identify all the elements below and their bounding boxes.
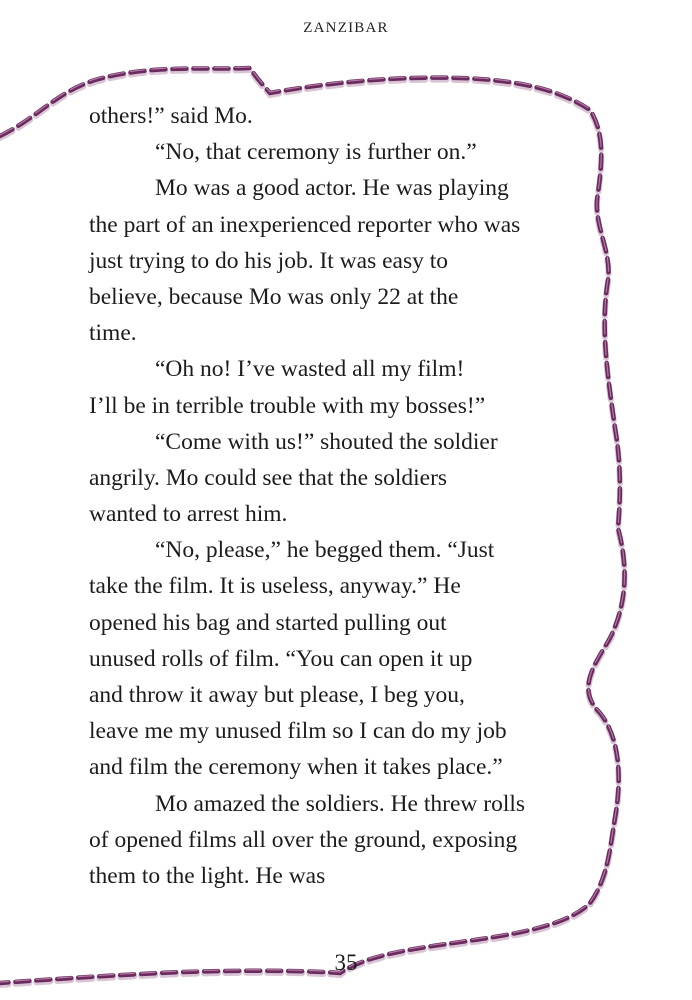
text-line: believe, because Mo was only 22 at the (89, 283, 459, 310)
text-line: them to the light. He was (89, 862, 326, 889)
text-line: “No, that ceremony is further on.” (155, 139, 477, 166)
text-line: and throw it away but please, I beg you, (89, 682, 465, 708)
text-line: of opened films all over the ground, exposing (89, 826, 518, 853)
text-line: leave me my unused film so I can do my job (89, 718, 507, 745)
text-line: opened his bag and started pulling out (89, 609, 447, 636)
body-text (89, 98, 589, 894)
text-line: the part of an inexperienced reporter who was (89, 211, 521, 238)
text-line: just trying to do his job. It was easy to (89, 247, 449, 274)
running-head: ZANZIBAR (303, 20, 389, 36)
text-line: “No, please,” he begged them. “Just (155, 537, 495, 564)
text-line: “Come with us!” shouted the soldier (155, 428, 498, 455)
text-line: time. (89, 320, 137, 347)
text-line: others!” said Mo. (89, 103, 253, 129)
text-line: Mo amazed the soldiers. He threw rolls (155, 790, 526, 817)
text-line: wanted to arrest him. (89, 501, 288, 528)
text-line: “Oh no! I’ve wasted all my film! (155, 356, 465, 383)
text-line: Mo was a good actor. He was playing (155, 175, 509, 202)
text-line: and film the ceremony when it takes place.” (89, 754, 503, 781)
text-line: angrily. Mo could see that the soldiers (89, 464, 448, 491)
page-number: 35 (334, 950, 358, 975)
text-line: unused rolls of film. “You can open it up (89, 645, 473, 672)
text-line: I’ll be in terrible trouble with my bosses!” (89, 392, 486, 419)
text-line: take the film. It is useless, anyway.” He (89, 573, 461, 600)
